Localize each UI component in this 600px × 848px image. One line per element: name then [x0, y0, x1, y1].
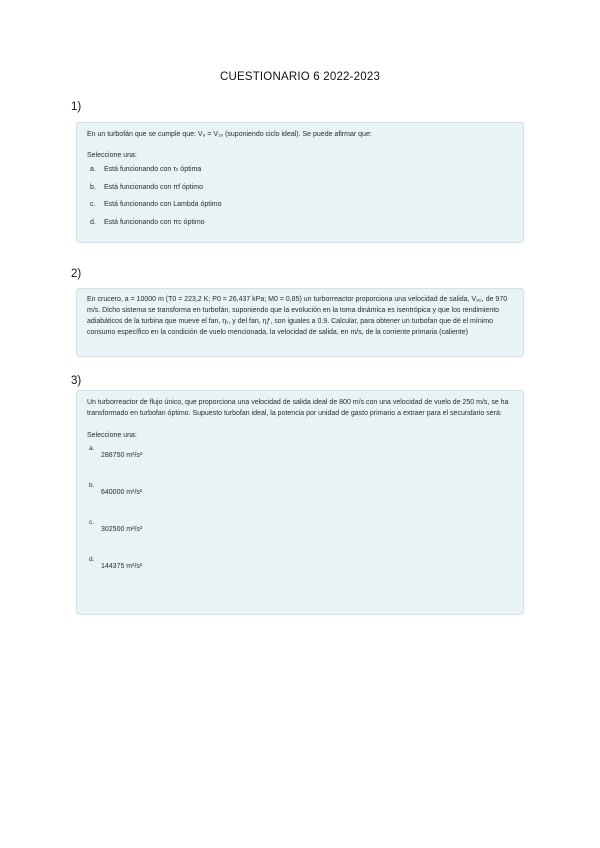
question-2-box	[76, 288, 524, 357]
option-1a[interactable]	[87, 164, 513, 182]
question-1-number: 1)	[71, 101, 82, 113]
question-3-options	[87, 445, 513, 593]
question-3-text: Un turborreactor de flujo único, que proporciona una velocidad de salida ideal de 800 m/s con una velocidad de vuelo de 250 m/s, se ha transformado en turbofan óptimo. Supuesto turbofan ideal, la potencia por unidad de gasto primario a extraer para el secundario será:	[87, 399, 509, 417]
option-3b[interactable]	[87, 482, 513, 519]
option-letter: a.	[90, 166, 96, 173]
option-text: 640000 m²/s²	[101, 489, 143, 496]
question-1-options	[87, 164, 513, 234]
question-3-number: 3)	[71, 375, 82, 387]
option-1c[interactable]	[87, 199, 513, 217]
option-3d[interactable]	[87, 556, 513, 593]
question-1-text: En un turbofán que se cumple que: V₉ = V₁₉ (suponiendo ciclo ideal). Se puede afirmar que:	[87, 131, 372, 138]
option-letter: d.	[90, 218, 96, 226]
question-2-text: En crucero, a = 10000 m (T0 = 223,2 K; P0 = 26,437 kPa; M0 = 0,85) un turborreactor proporciona una velocidad de salida, V₉₀, de 970 m/s. Dicho sistema se transforma en turbofán, suponiendo que la evolución en la toma dinámica es isentrópica y que los rendimiento adiabáticos de la turbina que mueve el fan, ηₜ, y del fan, ηƒ, son iguales a 0.9. Calcular, para obtener un turbofan que dé el mínimo consumo específico en la condición de vuelo mencionada, la velocidad de salida, en m/s, de la corriente primaria (caliente)	[87, 296, 508, 336]
option-letter: a.	[89, 445, 95, 452]
question-1-box	[76, 122, 524, 243]
option-text: Está funcionando con πf óptimo	[104, 183, 204, 191]
option-text: Está funcionando con Lambda óptimo	[104, 201, 222, 208]
option-1b[interactable]	[87, 182, 513, 200]
question-2-number: 2)	[71, 268, 82, 280]
option-3c[interactable]	[87, 519, 513, 556]
question-1-prompt: Seleccione una:	[87, 152, 137, 159]
option-letter: d.	[89, 556, 95, 563]
question-3-prompt: Seleccione una:	[87, 432, 137, 439]
option-3a[interactable]	[87, 445, 513, 482]
option-letter: b.	[90, 183, 96, 191]
option-text: Está funcionando con τₗₗ óptima	[104, 166, 202, 173]
page-title: CUESTIONARIO 6 2022-2023	[219, 71, 381, 83]
option-1d[interactable]	[87, 217, 513, 235]
option-text: 288750 m²/s²	[101, 452, 143, 459]
option-text: Está funcionando con πc óptimo	[104, 218, 205, 226]
option-text: 144375 m²/s²	[101, 563, 143, 570]
option-letter: b.	[89, 482, 95, 489]
question-3-box	[76, 390, 524, 615]
option-letter: c.	[89, 519, 95, 526]
option-text: 302500 m²/s²	[101, 526, 143, 533]
option-letter: c.	[90, 201, 96, 208]
